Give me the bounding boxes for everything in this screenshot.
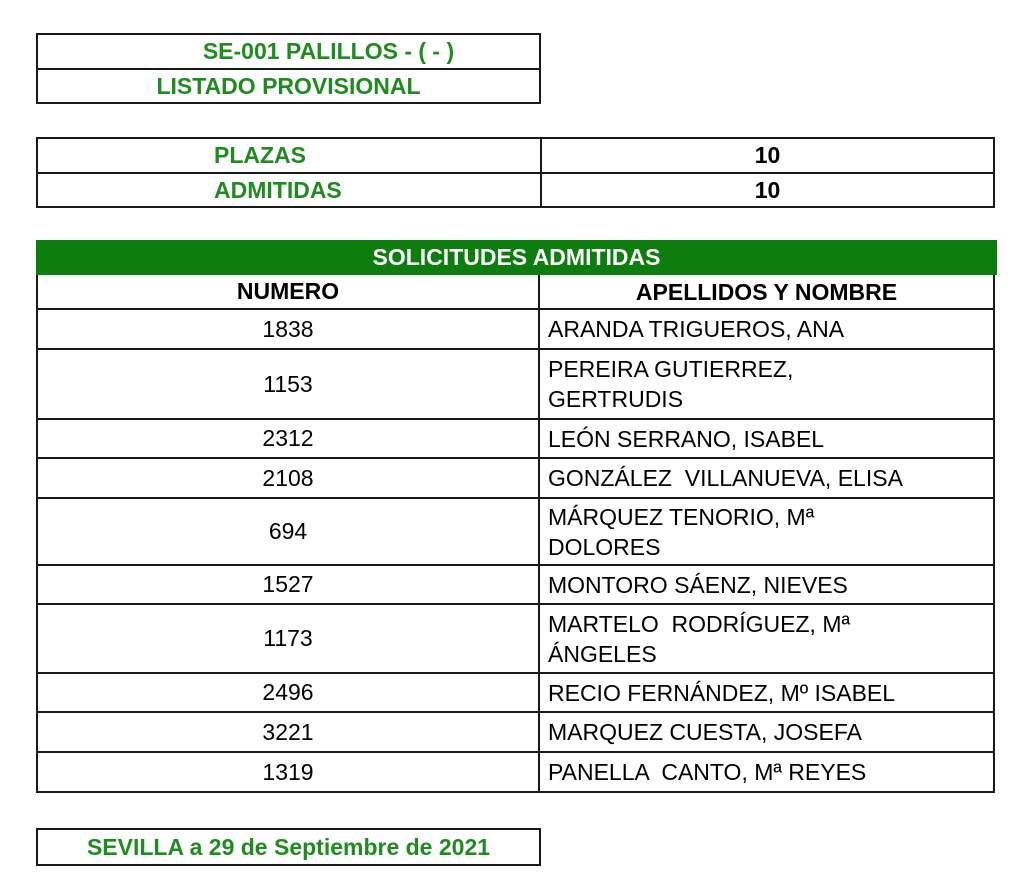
footer-date: SEVILLA a 29 de Septiembre de 2021 [36,828,541,866]
header-box [36,33,541,104]
row-nombre: PEREIRA GUTIERREZ, GERTRUDIS [548,356,794,412]
row-nombre: LEÓN SERRANO, ISABEL [548,425,825,452]
plazas-label: PLAZAS [214,142,306,168]
admitted-table [36,240,997,793]
table-row [38,672,993,711]
row-nombre: MARQUEZ CUESTA, JOSEFA [548,719,862,745]
row-numero: 1173 [38,605,540,672]
plazas-label-cell [38,139,542,172]
table-row [38,564,993,603]
plazas-value: 10 [754,142,781,168]
row-numero: 1319 [38,753,540,791]
summary-row-admitidas [38,172,993,207]
table-row [38,751,993,791]
admitidas-value: 10 [754,177,781,203]
row-nombre: ARANDA TRIGUEROS, ANA [548,316,845,342]
row-numero: 694 [38,499,540,564]
admitidas-label-cell [38,174,542,207]
table-row [38,457,993,497]
row-numero: 2108 [38,459,540,497]
row-numero: 2496 [38,674,540,711]
row-numero: 1838 [38,310,540,348]
table-row [38,497,993,564]
table-row [38,711,993,751]
row-numero: 3221 [38,713,540,751]
column-header-nombre: APELLIDOS Y NOMBRE [635,278,898,305]
row-nombre: MONTORO SÁENZ, NIEVES [548,571,848,598]
table-row [38,603,993,672]
row-nombre: PANELLA CANTO, Mª REYES [548,759,867,785]
row-numero: 2312 [38,420,540,457]
row-nombre: RECIO FERNÁNDEZ, Mº ISABEL [548,679,896,706]
column-header-numero: NUMERO [38,275,540,308]
table-row [38,418,993,457]
row-numero: 1527 [38,566,540,603]
summary-table [36,137,995,208]
row-nombre: MARTELO RODRÍGUEZ, Mª ÁNGELES [548,610,857,667]
admitidas-label: ADMITIDAS [214,177,342,203]
table-row [38,348,993,418]
row-numero: 1153 [38,350,540,418]
table-row [38,308,993,348]
document-subtitle: LISTADO PROVISIONAL [38,68,539,103]
row-nombre: MÁRQUEZ TENORIO, Mª DOLORES [548,503,815,560]
table-banner: SOLICITUDES ADMITIDAS [36,240,997,275]
table-header-row [38,275,993,308]
summary-row-plazas [38,139,993,172]
document-title: SE-001 PALILLOS - ( - ) [202,38,455,64]
table-grid [36,275,995,793]
row-nombre: GONZÁLEZ VILLANUEVA, ELISA [548,465,903,491]
